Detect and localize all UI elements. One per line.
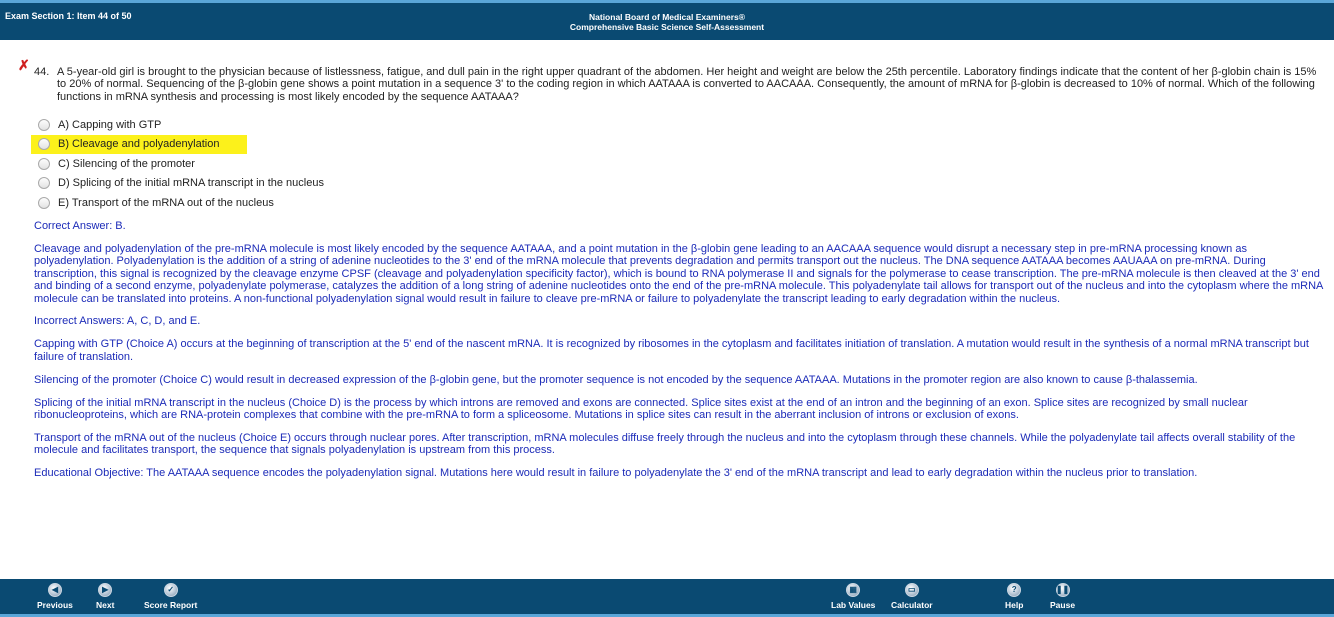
choice-b[interactable] xyxy=(31,135,247,155)
next-button[interactable] xyxy=(96,583,114,610)
lab-values-label: Lab Values xyxy=(831,600,876,610)
score-report-button[interactable] xyxy=(144,583,197,610)
choice-d[interactable] xyxy=(34,174,324,194)
radio-button-c[interactable] xyxy=(38,158,50,170)
question-number: 44. xyxy=(34,66,50,78)
explanation-choice-c: Silencing of the promoter (Choice C) would result in decreased expression of the β-globin gene, but the promoter sequence is not encoded by the sequence AATAAA. Mutations in the promoter region are also known to cause β-thalassemia. xyxy=(34,373,1198,386)
explanation-choice-e: Transport of the mRNA out of the nucleus (Choice E) occurs through nuclear pores. After transcription, mRNA molecules diffuse freely through the nucleus and into the cytoplasm through these channels. While the polyadenylate tail affects overall stability of the molecule and facilitates transport, the sequence that signals polyadenylation is upstream from this process. xyxy=(34,431,1296,457)
radio-button-e[interactable] xyxy=(38,197,50,209)
choice-c[interactable] xyxy=(34,154,324,174)
calculator-button[interactable] xyxy=(891,583,933,610)
pause-button[interactable] xyxy=(1050,583,1075,610)
choice-d-label: D) Splicing of the initial mRNA transcript in the nucleus xyxy=(58,177,324,190)
exam-item-indicator: Exam Section 1: Item 44 of 50 xyxy=(5,11,132,21)
choice-e-label: E) Transport of the mRNA out of the nucleus xyxy=(58,196,274,209)
incorrect-answers: Incorrect Answers: A, C, D, and E. xyxy=(34,315,201,328)
calculator-label: Calculator xyxy=(891,600,933,610)
previous-button[interactable] xyxy=(37,583,73,610)
help-icon: ? xyxy=(1007,583,1021,597)
choice-b-label: B) Cleavage and polyadenylation xyxy=(58,138,220,151)
choice-a[interactable] xyxy=(34,115,324,135)
radio-button-d[interactable] xyxy=(38,177,50,189)
educational-objective: Educational Objective: The AATAAA sequence encodes the polyadenylation signal. Mutations here would result in failure to polyadenylate the 3' end of the mRNA transcript and lead to early degradation within the nucleus prior to translation. xyxy=(34,467,1198,480)
explanation-choice-a: Capping with GTP (Choice A) occurs at the beginning of transcription at the 5' end of the nascent mRNA. It is recognized by ribosomes in the cytoplasm and facilitates initiation of translation. A mutation would result in the synthesis of a normal mRNA transcript but failure of translation. xyxy=(34,338,1309,363)
choice-a-label: A) Capping with GTP xyxy=(58,118,162,131)
pause-icon: ❚❚ xyxy=(1056,583,1070,597)
answer-choices xyxy=(34,115,324,213)
choice-e[interactable] xyxy=(34,193,324,213)
lab-values-icon: ▦ xyxy=(846,583,860,597)
explanation-panel xyxy=(34,220,1326,490)
question-stem: A 5-year-old girl is brought to the physician because of listlessness, fatigue, and dull pain in the right upper quadrant of the abdomen. Her height and weight are below the 25th percentile. Laboratory findings indicate that the content of her β-globin chain is 15% to 20% of normal. Sequencing of the β-globin gene shows a point mutation in a sequence 3' to the coding region in which AATAAA is converted to AACAAA. Consequently, the amount of mRNA for β-globin is decreased to 10% of normal. Which of the following functions in mRNA synthesis and processing is most likely encoded by the sequence AATAAA? xyxy=(57,66,1317,103)
calculator-icon: ▭ xyxy=(905,583,919,597)
radio-button-b[interactable] xyxy=(38,138,50,150)
score-report-label: Score Report xyxy=(144,600,198,610)
explanation-choice-d: Splicing of the initial mRNA transcript in the nucleus (Choice D) is the process by which introns are removed and exons are connected. Splice sites exist at the end of an intron and the beginning of an exon. Splice sites are recognized by small nuclear ribonucleoproteins, which are RNA-protein complexes that combine with the pre-mRNA to form a spliceosome. Mutations in splice sites can result in the aberrant inclusion of introns or exclusion of exons. xyxy=(34,396,1248,421)
radio-button-a[interactable] xyxy=(38,119,50,131)
correct-explanation: Cleavage and polyadenylation of the pre-mRNA molecule is most likely encoded by the sequence AATAAA, and a point mutation in the β-globin gene leading to an AACAAA sequence would disrupt a necessary step in pre-mRNA processing known as polyadenylation. Polyadenylation is the addition of a string of adenine nucleotides to the 3' end of the mRNA molecule that prevents degradation and permits transport out the nucleus. The DNA sequence AATAAA becomes AAUAAA on pre-mRNA. During transcription, this signal is recognized by the cleavage enzyme CPSF (cleavage and polyadenylation specificity factor), which is bound to RNA polymerase II and signals for the polymerase to cease transcription. The pre-mRNA molecule is then cleaved at the 3' end and binding of a second enzyme, polyadenylate polymerase, catalyzes the addition of a long string of adenine nucleotides onto the end of the pre-mRNA molecule. This polyadenylate tail allows for transport out of the nucleus and into the cytoplasm where the mRNA molecule can be translated into proteins. A non-functional polyadenylation signal would result in failure to cleave pre-mRNA or failure to polyadenylate the transcript leading to early degradation within the nucleus. xyxy=(34,242,1323,305)
arrow-left-icon: ◀ xyxy=(48,583,62,597)
correct-answer: Correct Answer: B. xyxy=(34,220,126,232)
pause-label: Pause xyxy=(1050,600,1076,610)
exam-title-line2: Comprehensive Basic Science Self-Assessment xyxy=(569,22,765,32)
mark-flag-icon[interactable]: ✗ xyxy=(18,57,30,73)
help-label: Help xyxy=(1005,600,1024,610)
exam-title xyxy=(0,12,1334,32)
checkmark-icon: ✓ xyxy=(164,583,178,597)
next-label: Next xyxy=(96,600,115,610)
lab-values-button[interactable] xyxy=(831,583,875,610)
header-bar xyxy=(0,0,1334,40)
help-button[interactable] xyxy=(1005,583,1023,610)
arrow-right-icon: ▶ xyxy=(98,583,112,597)
footer-bar xyxy=(0,579,1334,617)
exam-title-line1: National Board of Medical Examiners® xyxy=(589,12,745,22)
choice-c-label: C) Silencing of the promoter xyxy=(58,157,195,170)
previous-label: Previous xyxy=(37,600,73,610)
